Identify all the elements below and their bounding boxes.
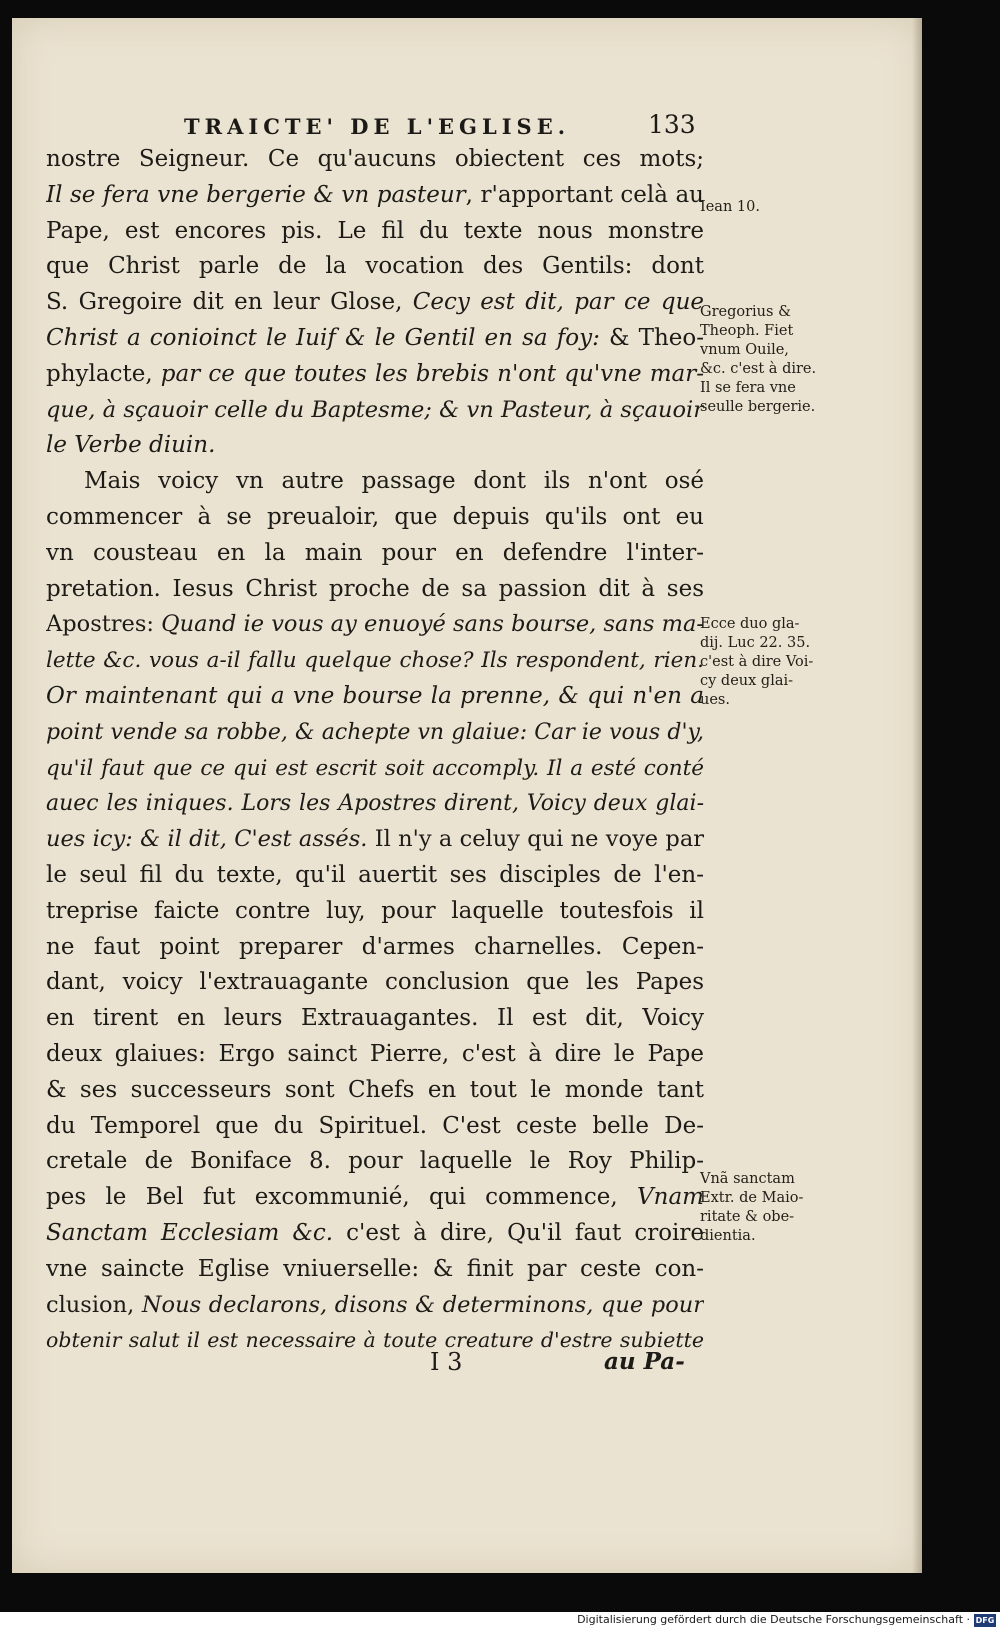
text-run: S. Gregoire dit en leur Glose, [46, 289, 413, 316]
text-line: dant, voicy l'extrauagante conclusion que les Papes [46, 969, 704, 996]
margin-note-line: dientia. [700, 1228, 756, 1244]
text-line [46, 1216, 704, 1252]
book-page [12, 18, 922, 1573]
text-run: Quand ie vous ay enuoyé sans bourse, sans ma- [161, 611, 704, 638]
text-run: Apostres: [46, 611, 162, 638]
text-run: c'est à dire, Qu'il faut croire [333, 1219, 704, 1246]
signature-mark: I 3 [430, 1348, 463, 1376]
text-line: vn cousteau en la main pour en defendre l'inter- [46, 539, 704, 566]
text-run: Christ a conioinct le Iuif & le Gentil en sa foy: [46, 324, 600, 351]
page-footer [12, 1348, 712, 1388]
margin-note [700, 1170, 840, 1246]
text-run: & Theo- [599, 324, 704, 351]
text-run: ues icy: & il dit, C'est assés. [46, 826, 368, 853]
text-run: Cecy est dit, par ce que [412, 289, 704, 316]
text-line: qu'il faut que ce qui est escrit soit accomply. Il a esté conté [46, 755, 704, 781]
margin-note-line: Ecce duo gla- [700, 616, 800, 632]
funding-notice: Digitalisierung gefördert durch die Deutsche Forschungsgemeinschaft · [577, 1613, 970, 1626]
margin-note [700, 615, 840, 710]
margin-note-line: Vnã sanctam [700, 1171, 795, 1187]
text-line [46, 393, 704, 429]
margin-note-line: ues. [700, 692, 730, 708]
text-line: deux glaiues: Ergo sainct Pierre, c'est à dire le Pape [46, 1040, 704, 1067]
text-line [46, 178, 704, 214]
running-head: TRAICTE' DE L'EGLISE. [184, 114, 571, 139]
text-line [46, 1180, 704, 1216]
margin-note-line: Extr. de Maio- [700, 1190, 804, 1206]
margin-note-line: dij. Luc 22. 35. [700, 635, 811, 651]
folio-number: 133 [648, 110, 696, 139]
catchword: au Pa- [604, 1348, 685, 1375]
text-line: lette &c. vous a-il fallu quelque chose? Ils respondent, rien. [46, 648, 704, 674]
text-line: commencer à se preualoir, que depuis qu'ils ont eu [46, 503, 704, 530]
margin-note-line: seulle bergerie. [700, 399, 816, 415]
text-run: clusion, [46, 1291, 142, 1318]
dfg-logo: DFG [975, 1616, 995, 1625]
text-run: par ce que toutes les brebis n'ont qu'vne mar- [160, 360, 704, 387]
text-line: pretation. Iesus Christ proche de sa passion dit à ses [46, 575, 704, 602]
text-line: Pape, est encores pis. Le fil du texte nous monstre [46, 217, 704, 244]
text-line: le Verbe diuin. [46, 432, 216, 459]
text-line [46, 357, 704, 393]
text-run: Nous declarons, disons & determinons, que pour [141, 1291, 704, 1318]
text-line: auec les iniques. Lors les Apostres dirent, Voicy deux glai- [46, 791, 704, 817]
margin-note-line: vnum Ouile, [700, 342, 789, 358]
text-line: que Christ parle de la vocation des Gentils: dont [46, 253, 704, 280]
text-run: que, à sçauoir celle du Baptesme; & vn Pasteur, à sçauoir [46, 396, 704, 423]
text-line: vne saincte Eglise vniuerselle: & finit par ceste con- [46, 1255, 704, 1282]
text-line: point vende sa robbe, & achepte vn glaiue: Car ie vous d'y, [46, 719, 704, 745]
text-run: pes le Bel fut excommunié, qui commence, [46, 1184, 638, 1211]
body-text [46, 142, 704, 1359]
text-line: Mais voicy vn autre passage dont ils n'ont osé [84, 468, 704, 495]
margin-note-line: Theoph. Fiet [700, 323, 794, 339]
text-line: nostre Seigneur. Ce qu'aucuns obiectent ces mots; [46, 146, 704, 172]
status-bar [0, 1612, 1000, 1629]
text-run: phylacte, [46, 360, 161, 387]
text-line: treprise faicte contre luy, pour laquelle toutesfois il [46, 897, 704, 924]
text-line: cretale de Boniface 8. pour laquelle le Roy Philip- [46, 1148, 704, 1175]
text-run: , r'apportant celà au [465, 181, 704, 208]
text-line: le seul fil du texte, qu'il auertit ses disciples de l'en- [46, 861, 704, 888]
text-line: Or maintenant qui a vne bourse la prenne, & qui n'en a [46, 682, 704, 709]
text-line [46, 1288, 704, 1324]
text-line [46, 607, 704, 643]
margin-note-line: ritate & obe- [700, 1209, 795, 1225]
text-line: ne faut point preparer d'armes charnelles. Cepen- [46, 933, 704, 960]
margin-note-line: Il se fera vne [700, 380, 796, 396]
text-line: & ses successeurs sont Chefs en tout le monde tant [46, 1076, 704, 1103]
margin-note-line: &c. c'est à dire. [700, 361, 817, 377]
text-line [46, 285, 704, 321]
margin-note [700, 303, 840, 417]
text-line: obtenir salut il est necessaire à toute creature d'estre subiette [46, 1328, 704, 1353]
margin-note-line: Gregorius & [700, 304, 791, 320]
text-run: Il n'y a celuy qui ne voye par [367, 826, 704, 853]
margin-note-line: Iean 10. [700, 199, 760, 215]
page-header [12, 106, 712, 146]
margin-note-line: c'est à dire Voi- [700, 654, 814, 670]
text-run: Vnam [637, 1184, 704, 1211]
text-run: Sanctam Ecclesiam &c. [46, 1219, 334, 1246]
text-line [46, 822, 704, 858]
margin-note-line: cy deux glai- [700, 673, 794, 689]
text-line: en tirent en leurs Extrauagantes. Il est dit, Voicy [46, 1005, 704, 1032]
text-line: du Temporel que du Spirituel. C'est ceste belle De- [46, 1112, 704, 1139]
text-run: Il se fera vne bergerie & vn pasteur [46, 181, 466, 208]
text-line [46, 321, 704, 357]
margin-note [700, 198, 840, 217]
